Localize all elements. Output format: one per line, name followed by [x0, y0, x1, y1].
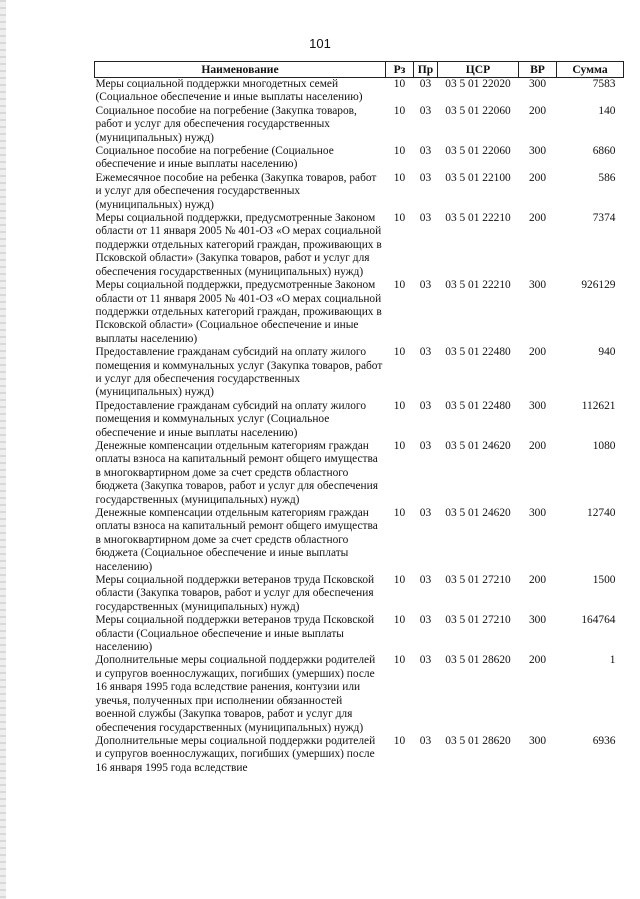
- header-name: Наименование: [95, 62, 386, 78]
- table-row: [95, 400, 624, 440]
- row-pr: 03: [419, 346, 432, 359]
- row-name: Дополнительные меры социальной поддержки родителей и супругов военнослужащих, погибших (умерших) после 16 января 1995 года вследствие: [95, 734, 376, 774]
- row-rz: 10: [393, 171, 406, 184]
- row-sum: 164764: [581, 614, 616, 627]
- row-csr: 03 5 01 22210: [445, 279, 511, 292]
- row-pr: 03: [419, 104, 432, 117]
- row-rz: 10: [393, 145, 406, 158]
- row-rz: 10: [393, 439, 406, 452]
- table-row: [95, 78, 624, 105]
- row-rz: 10: [393, 78, 406, 90]
- row-pr: 03: [419, 78, 432, 90]
- row-rz: 10: [393, 507, 406, 519]
- row-vr: 300: [528, 145, 547, 158]
- row-rz: 10: [393, 212, 406, 225]
- scan-edge: [0, 0, 6, 899]
- row-pr: 03: [419, 734, 432, 747]
- table-row: [95, 105, 624, 145]
- table-row: [95, 145, 624, 172]
- header-rz: Рз: [386, 62, 414, 78]
- row-sum: 586: [598, 171, 616, 184]
- row-vr: 200: [528, 104, 547, 117]
- budget-table: [94, 61, 624, 775]
- page-number: 101: [309, 36, 331, 51]
- header-csr: ЦСР: [438, 62, 519, 78]
- row-vr: 300: [528, 279, 547, 292]
- row-rz: 10: [393, 279, 406, 292]
- header-pr: Пр: [414, 62, 438, 78]
- table-row: [95, 212, 624, 279]
- row-pr: 03: [419, 399, 432, 412]
- row-vr: 300: [528, 78, 547, 90]
- row-pr: 03: [419, 614, 432, 627]
- row-name: Предоставление гражданам субсидий на оплату жилого помещения и коммунальных услуг (Закупка товаров, работ и услуг для обеспечения государственных (муниципальных) нужд): [95, 346, 383, 399]
- row-name: Социальное пособие на погребение (Закупка товаров, работ и услуг для обеспечения государственных (муниципальных) нужд): [95, 104, 357, 144]
- table-row: [95, 574, 624, 614]
- row-csr: 03 5 01 22060: [445, 104, 511, 117]
- row-pr: 03: [419, 654, 432, 667]
- row-name: Денежные компенсации отдельным категориям граждан оплаты взноса на капитальный ремонт общего имущества в многоквартирном доме за счет средств областного бюджета (Социальное обеспечение и иные выплаты населению): [95, 507, 378, 573]
- row-vr: 200: [528, 346, 547, 359]
- row-name: Меры социальной поддержки многодетных семей (Социальное обеспечение и иные выплаты населению): [95, 78, 363, 104]
- row-pr: 03: [419, 574, 432, 587]
- row-csr: 03 5 01 28620: [445, 734, 511, 747]
- row-sum: 1080: [592, 439, 616, 452]
- row-name: Дополнительные меры социальной поддержки родителей и супругов военнослужащих, погибших (умерших) после 16 января 1995 года вследствие ранения, контузии или увечья, полученных при исполнении обязанностей военной службы (Закупка товаров, работ и услуг для обеспечения государственных (муниципальных) нужд): [95, 654, 376, 734]
- row-vr: 200: [528, 212, 547, 225]
- row-vr: 200: [528, 654, 547, 667]
- table-row: [95, 346, 624, 400]
- row-pr: 03: [419, 171, 432, 184]
- row-csr: 03 5 01 27210: [445, 614, 511, 627]
- header-sum: Сумма: [557, 62, 624, 78]
- row-pr: 03: [419, 507, 432, 519]
- row-name: Меры социальной поддержки ветеранов труда Псковской области (Закупка товаров, работ и услуг для обеспечения государственных (муниципальных) нужд): [95, 574, 375, 613]
- row-csr: 03 5 01 27210: [445, 574, 511, 587]
- row-rz: 10: [393, 654, 406, 667]
- row-csr: 03 5 01 22480: [445, 399, 511, 412]
- row-sum: 1: [609, 654, 616, 667]
- table-row: [95, 735, 624, 775]
- row-sum: 6936: [592, 734, 616, 747]
- row-rz: 10: [393, 346, 406, 359]
- row-csr: 03 5 01 22100: [445, 171, 511, 184]
- row-vr: 200: [528, 574, 547, 587]
- table-row: [95, 507, 624, 574]
- row-vr: 300: [528, 614, 547, 627]
- table-header-row: [95, 62, 624, 78]
- row-sum: 112621: [581, 399, 616, 412]
- row-vr: 300: [528, 507, 547, 519]
- row-name: Предоставление гражданам субсидий на оплату жилого помещения и коммунальных услуг (Социальное обеспечение и иные выплаты населению): [95, 399, 367, 439]
- row-pr: 03: [419, 145, 432, 158]
- row-rz: 10: [393, 399, 406, 412]
- row-rz: 10: [393, 614, 406, 627]
- row-rz: 10: [393, 574, 406, 587]
- row-sum: 940: [598, 346, 616, 359]
- row-vr: 300: [528, 734, 547, 747]
- row-csr: 03 5 01 22060: [445, 145, 511, 158]
- row-csr: 03 5 01 22480: [445, 346, 511, 359]
- row-csr: 03 5 01 24620: [445, 439, 511, 452]
- row-name: Меры социальной поддержки, предусмотренные Законом области от 11 января 2005 № 401-ОЗ «О мерах социальной поддержки отдельных категорий граждан, проживающих в Псковской области» (Социальное обеспечение и иные выплаты населению): [95, 279, 382, 345]
- table-row: [95, 614, 624, 654]
- row-name: Меры социальной поддержки ветеранов труда Псковской области (Социальное обеспечение и иные выплаты населению): [95, 614, 375, 654]
- table-row: [95, 172, 624, 212]
- row-name: Меры социальной поддержки, предусмотренные Законом области от 11 января 2005 № 401-ОЗ «О мерах социальной поддержки отдельных категорий граждан, проживающих в Псковской области» (Закупка товаров, работ и услуг для обеспечения государственных (муниципальных) нужд): [95, 212, 382, 278]
- row-name: Денежные компенсации отдельным категориям граждан оплаты взноса на капитальный ремонт общего имущества в многоквартирном доме за счет средств областного бюджета (Закупка товаров, работ и услуг для обеспечения государственных (муниципальных) нужд): [95, 439, 378, 506]
- row-sum: 926129: [581, 279, 616, 292]
- table-row: [95, 279, 624, 346]
- row-sum: 7374: [592, 212, 616, 225]
- row-rz: 10: [393, 104, 406, 117]
- row-sum: 6860: [592, 145, 616, 158]
- row-pr: 03: [419, 279, 432, 292]
- table-row: [95, 654, 624, 734]
- row-name: Социальное пособие на погребение (Социальное обеспечение и иные выплаты населению): [95, 145, 334, 171]
- row-csr: 03 5 01 24620: [445, 507, 511, 519]
- row-vr: 300: [528, 399, 547, 412]
- header-vr: ВР: [519, 62, 557, 78]
- row-name: Ежемесячное пособие на ребенка (Закупка товаров, работ и услуг для обеспечения государственных (муниципальных) нужд): [95, 171, 377, 211]
- row-vr: 200: [528, 171, 547, 184]
- row-csr: 03 5 01 28620: [445, 654, 511, 667]
- row-sum: 12740: [587, 507, 616, 519]
- row-rz: 10: [393, 734, 406, 747]
- row-sum: 1500: [592, 574, 616, 587]
- row-csr: 03 5 01 22210: [445, 212, 511, 225]
- row-vr: 200: [528, 439, 547, 452]
- row-pr: 03: [419, 439, 432, 452]
- row-sum: 140: [598, 104, 616, 117]
- table-row: [95, 440, 624, 507]
- row-sum: 7583: [592, 78, 616, 90]
- row-pr: 03: [419, 212, 432, 225]
- row-csr: 03 5 01 22020: [445, 78, 511, 90]
